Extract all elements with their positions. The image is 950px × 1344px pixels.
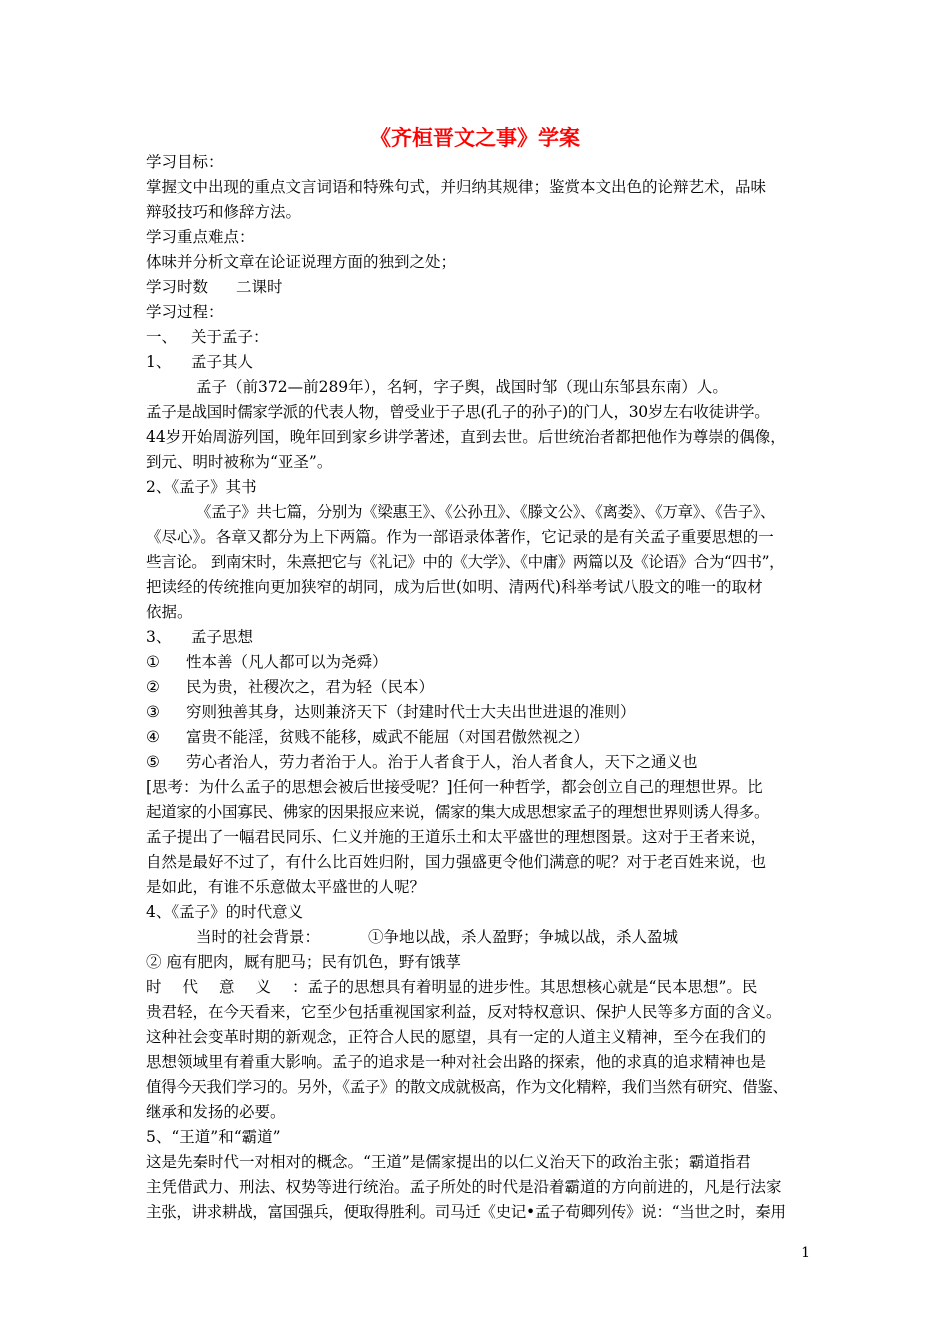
text-line: 孟子提出了一幅君民同乐、仁义并施的王道乐土和太平盛世的理想图景。这对于王者来说，: [146, 828, 767, 846]
text-span: ：孟子的思想具有着明显的进步性。其思想核心就是“民本思想”。民: [292, 978, 758, 996]
list-marker: ②: [146, 678, 160, 696]
text-line: 依据。: [146, 603, 193, 621]
significance-label: 时代意义: [146, 978, 293, 996]
subsection-number: 1、: [146, 353, 172, 371]
text-line: 起道家的小国寡民、佛家的因果报应来说，儒家的集大成思想家孟子的理想世界则诱人得多。: [146, 803, 770, 821]
list-marker: ③: [146, 703, 160, 721]
text-span: 学习时数: [146, 278, 209, 296]
list-marker: ①: [146, 653, 160, 671]
text-line: 孟子（前372—前289年），名轲，字子舆，战国时邹（现山东邹县东南）人。: [196, 378, 728, 396]
list-text: 性本善（凡人都可以为尧舜）: [186, 653, 388, 671]
text-span: 二课时: [236, 278, 283, 296]
subsection-heading: 4、《孟子》的时代意义: [146, 903, 304, 921]
significance-line: [146, 975, 818, 1000]
subsection-heading: 2、《孟子》其书: [146, 478, 257, 496]
list-marker: ⑤: [146, 753, 160, 771]
text-span: ①争地以战，杀人盈野；争城以战，杀人盈城: [368, 928, 679, 946]
list-item: [146, 650, 818, 675]
text-line: ② 庖有肥肉，厩有肥马；民有饥色，野有饿莩: [146, 953, 461, 971]
text-line: 主张，讲求耕战，富国强兵，便取得胜利。司马迁《史记•孟子荀卿列传》说：“当世之时，秦用: [146, 1203, 786, 1221]
text-line: 值得今天我们学习的。另外，《孟子》的散文成就极高，作为文化精粹，我们当然有研究、借鉴、: [146, 1078, 788, 1096]
text-line: 把读经的传统推向更加狭窄的胡同，成为后世(如明、清两代)科举考试八股文的唯一的取材: [146, 578, 763, 596]
text-line: 孟子是战国时儒家学派的代表人物，曾受业于子思(孔子的孙子)的门人，30岁左右收徒讲学。: [146, 403, 770, 421]
list-marker: ④: [146, 728, 160, 746]
text-line: 掌握文中出现的重点文言词语和特殊句式，并归纳其规律；鉴赏本文出色的论辩艺术，品味: [146, 178, 767, 196]
text-line: 44岁开始周游列国，晚年回到家乡讲学著述，直到去世。后世统治者都把他作为尊崇的偶像，: [146, 428, 786, 446]
document-title: 《齐桓晋文之事》学案: [370, 125, 580, 150]
text-line: 些言论。 到南宋时，朱熹把它与《礼记》中的《大学》、《中庸》两篇以及《论语》合为“四书”，: [146, 553, 785, 571]
text-line: 学习重点难点：: [146, 228, 255, 246]
text-line: 学习目标：: [146, 153, 224, 171]
text-line: 主凭借武力、刑法、权势等进行统治。孟子所处的时代是沿着霸道的方向前进的，凡是行法家: [146, 1178, 782, 1196]
text-line: 自然是最好不过了，有什么比百姓归附，国力强盛更令他们满意的呢？对于老百姓来说，也: [146, 853, 767, 871]
text-line: 《尽心》。各章又都分为上下两篇。作为一部语录体著作，它记录的是有关孟子重要思想的一: [146, 528, 774, 546]
text-span: 当时的社会背景：: [196, 928, 321, 946]
subsection-label: 孟子思想: [191, 628, 254, 646]
subsection-number: 3、: [146, 628, 172, 646]
background-line: [146, 925, 818, 950]
text-line: 学习过程：: [146, 303, 224, 321]
section-label: 关于孟子：: [191, 328, 269, 346]
subsection-heading: 5、“王道”和“霸道”: [146, 1128, 281, 1146]
list-item: [146, 675, 818, 700]
text-line: 这是先秦时代一对相对的概念。“王道”是儒家提出的以仁义治天下的政治主张；霸道指君: [146, 1153, 751, 1171]
section-heading: [146, 325, 818, 350]
list-text: 穷则独善其身，达则兼济天下（封建时代士大夫出世进退的准则）: [186, 703, 636, 721]
text-line: 贵君轻，在今天看来，它至少包括重视国家利益，反对特权意识、保护人民等多方面的含义。: [146, 1003, 782, 1021]
list-text: 富贵不能淫，贫贱不能移，威武不能屈（对国君傲然视之）: [186, 728, 590, 746]
section-number: 一、: [146, 328, 178, 346]
document-body: [146, 150, 818, 1225]
text-line: 辩驳技巧和修辞方法。: [146, 203, 302, 221]
list-item: [146, 700, 818, 725]
study-hours-line: [146, 275, 818, 300]
page-number: 1: [801, 1245, 810, 1261]
subsection-label: 孟子其人: [191, 353, 254, 371]
text-line: 思想领域里有着重大影响。孟子的追求是一种对社会出路的探索，他的求真的追求精神也是: [146, 1053, 767, 1071]
text-line: 是如此，有谁不乐意做太平盛世的人呢？: [146, 878, 426, 896]
text-line: [思考：为什么孟子的思想会被后世接受呢？]任何一种哲学，都会创立自己的理想世界。比: [146, 778, 763, 796]
list-item: [146, 725, 818, 750]
list-item: [146, 750, 818, 775]
list-text: 民为贵，社稷次之，君为轻（民本）: [186, 678, 435, 696]
text-line: 《孟子》共七篇，分别为《梁惠王》、《公孙丑》、《滕文公》、《离娄》、《万章》、《告子》、: [196, 503, 776, 521]
list-text: 劳心者治人，劳力者治于人。治于人者食于人，治人者食人，天下之通义也: [186, 753, 698, 771]
text-line: 到元、明时被称为“亚圣”。: [146, 453, 333, 471]
text-line: 这种社会变革时期的新观念，正符合人民的愿望，具有一定的人道主义精神，至今在我们的: [146, 1028, 767, 1046]
subsection-heading: [146, 625, 818, 650]
text-line: 体味并分析文章在论证说理方面的独到之处；: [146, 253, 457, 271]
text-line: 继承和发扬的必要。: [146, 1103, 286, 1121]
subsection-heading: [146, 350, 818, 375]
